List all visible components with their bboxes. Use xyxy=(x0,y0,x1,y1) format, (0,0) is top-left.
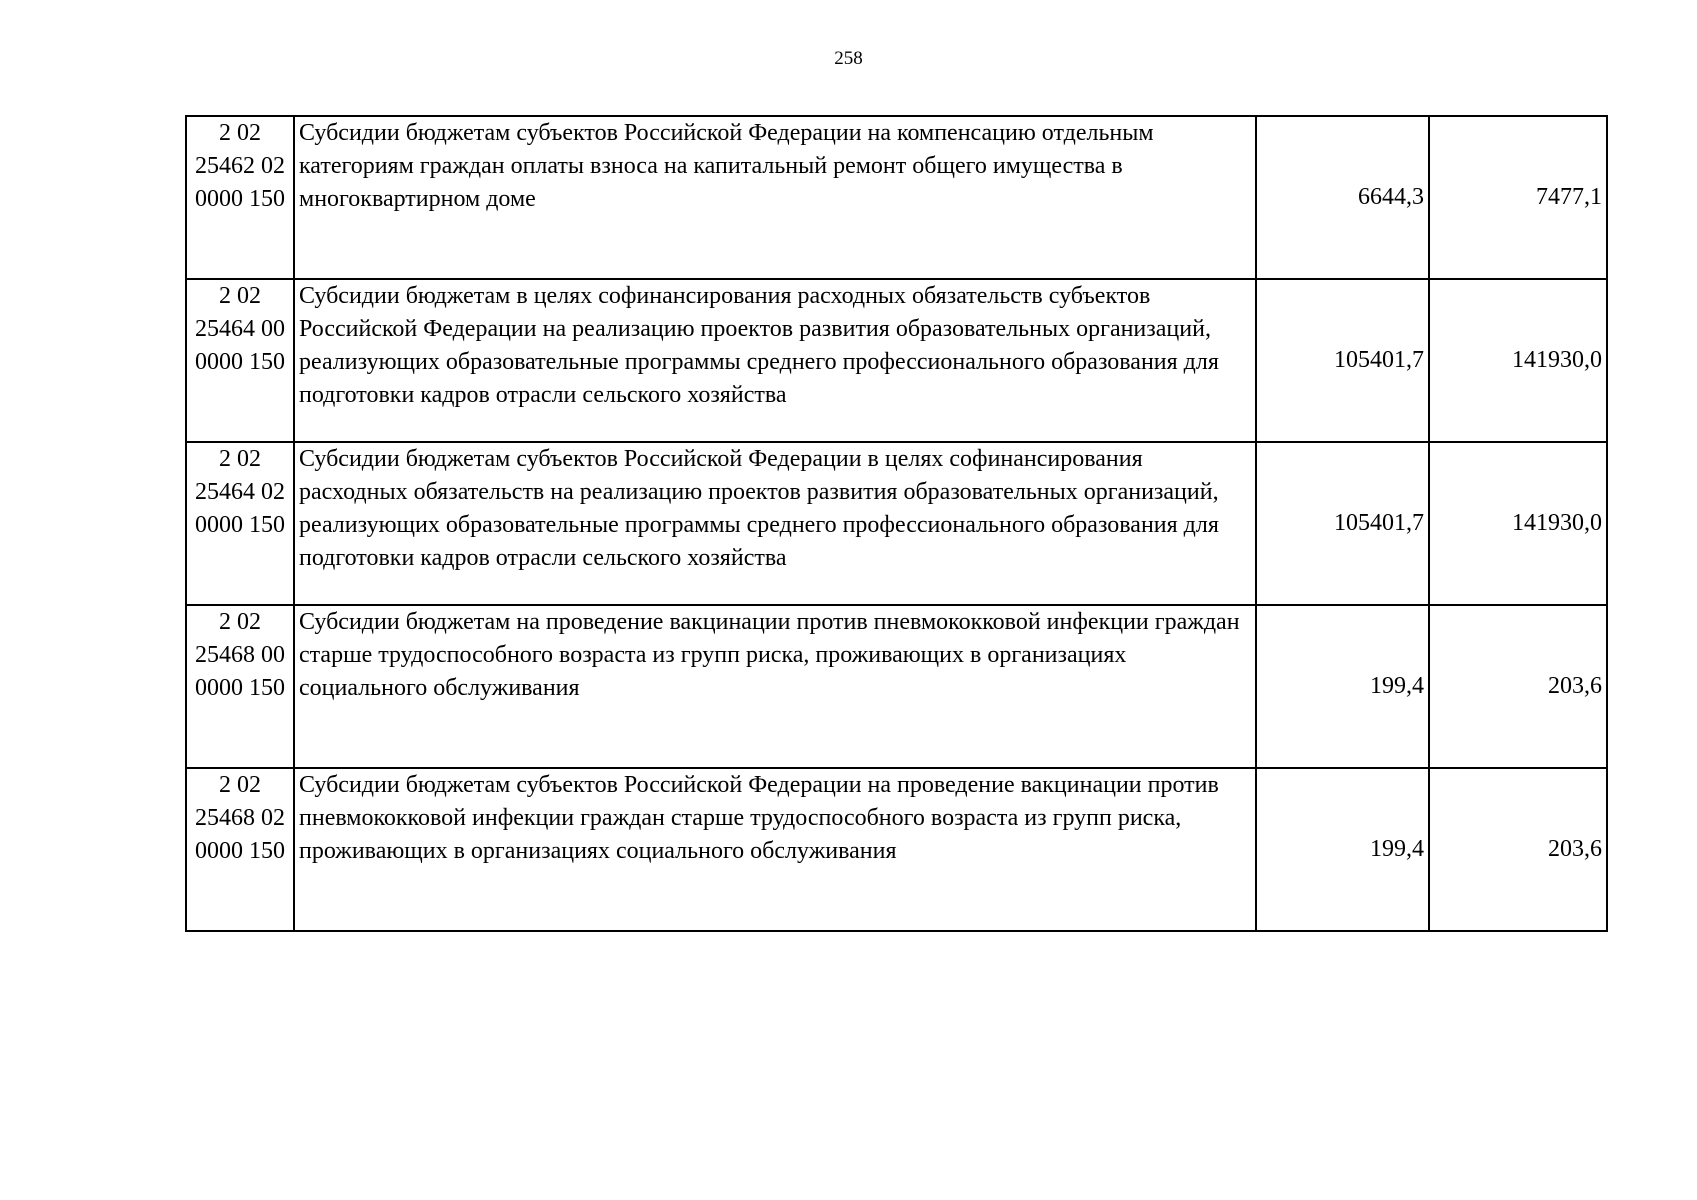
code-line: 25464 00 xyxy=(195,316,285,342)
value-2-cell: 203,6 xyxy=(1429,768,1607,931)
budget-code-cell xyxy=(186,279,294,442)
code-line: 25462 02 xyxy=(195,153,285,179)
code-line: 0000 150 xyxy=(195,512,285,538)
item-name-cell: Субсидии бюджетам субъектов Российской Федерации в целях софинансирования расходных обязательств на реализацию проектов развития образовательных организаций, реализующих образовательные программы среднего профессионального образования для подготовки кадров отрасли сельского хозяйства xyxy=(294,442,1256,605)
table-row xyxy=(186,116,1607,279)
table-row xyxy=(186,768,1607,931)
value-2-cell: 7477,1 xyxy=(1429,116,1607,279)
code-line: 2 02 xyxy=(219,283,261,309)
item-name-cell: Субсидии бюджетам в целях софинансирования расходных обязательств субъектов Российской Федерации на реализацию проектов развития образовательных организаций, реализующих образовательные программы среднего профессионального образования для подготовки кадров отрасли сельского хозяйства xyxy=(294,279,1256,442)
budget-code-cell xyxy=(186,116,294,279)
item-name-cell: Субсидии бюджетам субъектов Российской Федерации на компенсацию отдельным категориям граждан оплаты взноса на капитальный ремонт общего имущества в многоквартирном доме xyxy=(294,116,1256,279)
value-1-cell: 105401,7 xyxy=(1256,442,1429,605)
item-name-cell: Субсидии бюджетам субъектов Российской Федерации на проведение вакцинации против пневмококковой инфекции граждан старше трудоспособного возраста из групп риска, проживающих в организациях социального обслуживания xyxy=(294,768,1256,931)
code-line: 25468 00 xyxy=(195,642,285,668)
table-row xyxy=(186,279,1607,442)
value-2-cell: 141930,0 xyxy=(1429,442,1607,605)
code-line: 2 02 xyxy=(219,772,261,798)
code-line: 2 02 xyxy=(219,120,261,146)
code-line: 0000 150 xyxy=(195,675,285,701)
table-row xyxy=(186,442,1607,605)
code-line: 25464 02 xyxy=(195,479,285,505)
value-2-cell: 141930,0 xyxy=(1429,279,1607,442)
code-line: 0000 150 xyxy=(195,349,285,375)
item-name-cell: Субсидии бюджетам на проведение вакцинации против пневмококковой инфекции граждан старше трудоспособного возраста из групп риска, проживающих в организациях социального обслуживания xyxy=(294,605,1256,768)
code-line: 2 02 xyxy=(219,609,261,635)
budget-code-cell xyxy=(186,442,294,605)
code-line: 0000 150 xyxy=(195,838,285,864)
value-1-cell: 6644,3 xyxy=(1256,116,1429,279)
budget-table xyxy=(185,115,1608,932)
value-1-cell: 199,4 xyxy=(1256,768,1429,931)
code-line: 25468 02 xyxy=(195,805,285,831)
budget-code-cell xyxy=(186,768,294,931)
value-1-cell: 105401,7 xyxy=(1256,279,1429,442)
code-line: 0000 150 xyxy=(195,186,285,212)
value-2-cell: 203,6 xyxy=(1429,605,1607,768)
page-number: 258 xyxy=(834,48,863,69)
budget-code-cell xyxy=(186,605,294,768)
table-row xyxy=(186,605,1607,768)
code-line: 2 02 xyxy=(219,446,261,472)
value-1-cell: 199,4 xyxy=(1256,605,1429,768)
